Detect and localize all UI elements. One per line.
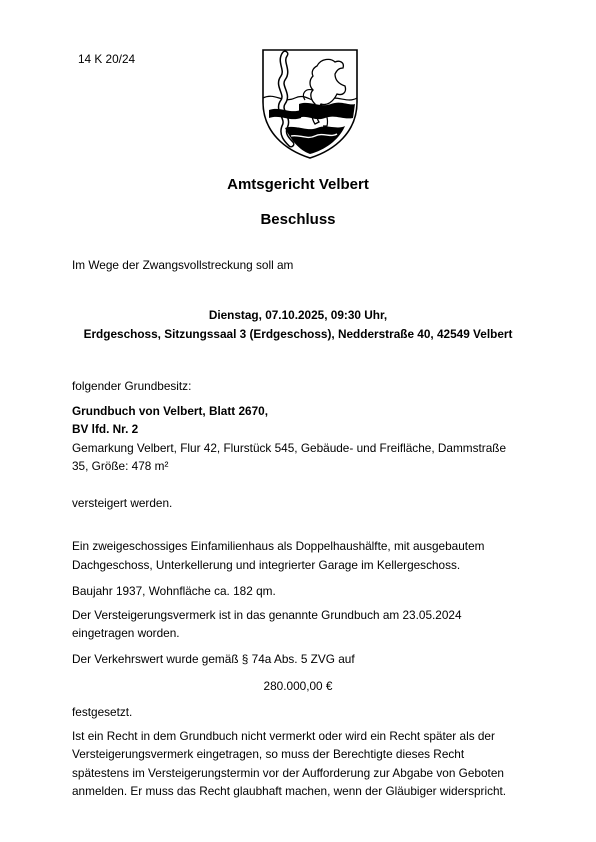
appointment-date: Dienstag, 07.10.2025, 09:30 Uhr,: [208, 308, 388, 322]
market-value: 280.000,00 €: [263, 679, 333, 693]
coat-of-arms-icon: [255, 40, 365, 162]
house-description-line1: Ein zweigeschossiges Einfamilienhaus als Doppelhaushälfte, mit ausgebautem: [72, 539, 485, 553]
notice-line1: Ist ein Recht in dem Grundbuch nicht vermerkt oder wird ein Recht später als der: [72, 729, 495, 743]
intro-text: Im Wege der Zwangsvollstreckung soll am: [72, 258, 294, 272]
land-register: Grundbuch von Velbert, Blatt 2670,: [72, 404, 269, 418]
notice-line4: anmelden. Er muss das Recht glaubhaft machen, wenn der Gläubiger widerspricht.: [72, 784, 507, 798]
case-number: 14 K 20/24: [78, 52, 136, 66]
value-outro: festgesetzt.: [72, 705, 133, 719]
property-intro: folgender Grundbesitz:: [72, 379, 192, 393]
document-title: Beschluss: [260, 211, 336, 228]
house-description-line2: Dachgeschoss, Unterkellerung und integrierter Garage im Kellergeschoss.: [72, 558, 461, 572]
property-description-line1: Gemarkung Velbert, Flur 42, Flurstück 545, Gebäude- und Freifläche, Dammstraße: [72, 441, 507, 455]
court-name: Amtsgericht Velbert: [227, 176, 369, 193]
appointment-location: Erdgeschoss, Sitzungssaal 3 (Erdgeschoss), Nedderstraße 40, 42549 Velbert: [83, 327, 513, 341]
entry-line2: eingetragen worden.: [72, 626, 180, 640]
auction-outro: versteigert werden.: [72, 496, 173, 510]
year-and-area: Baujahr 1937, Wohnfläche ca. 182 qm.: [72, 584, 276, 598]
property-description-line2: 35, Größe: 478 m²: [72, 459, 169, 473]
notice-line3: spätestens im Versteigerungstermin vor der Aufforderung zur Abgabe von Geboten: [72, 766, 504, 780]
value-intro: Der Verkehrswert wurde gemäß § 74a Abs. 5 ZVG auf: [72, 652, 355, 666]
notice-line2: Versteigerungsvermerk eingetragen, so muss der Berechtigte dieses Recht: [72, 747, 465, 761]
inventory-number: BV lfd. Nr. 2: [72, 422, 139, 436]
entry-line1: Der Versteigerungsvermerk ist in das genannte Grundbuch am 23.05.2024: [72, 608, 462, 622]
